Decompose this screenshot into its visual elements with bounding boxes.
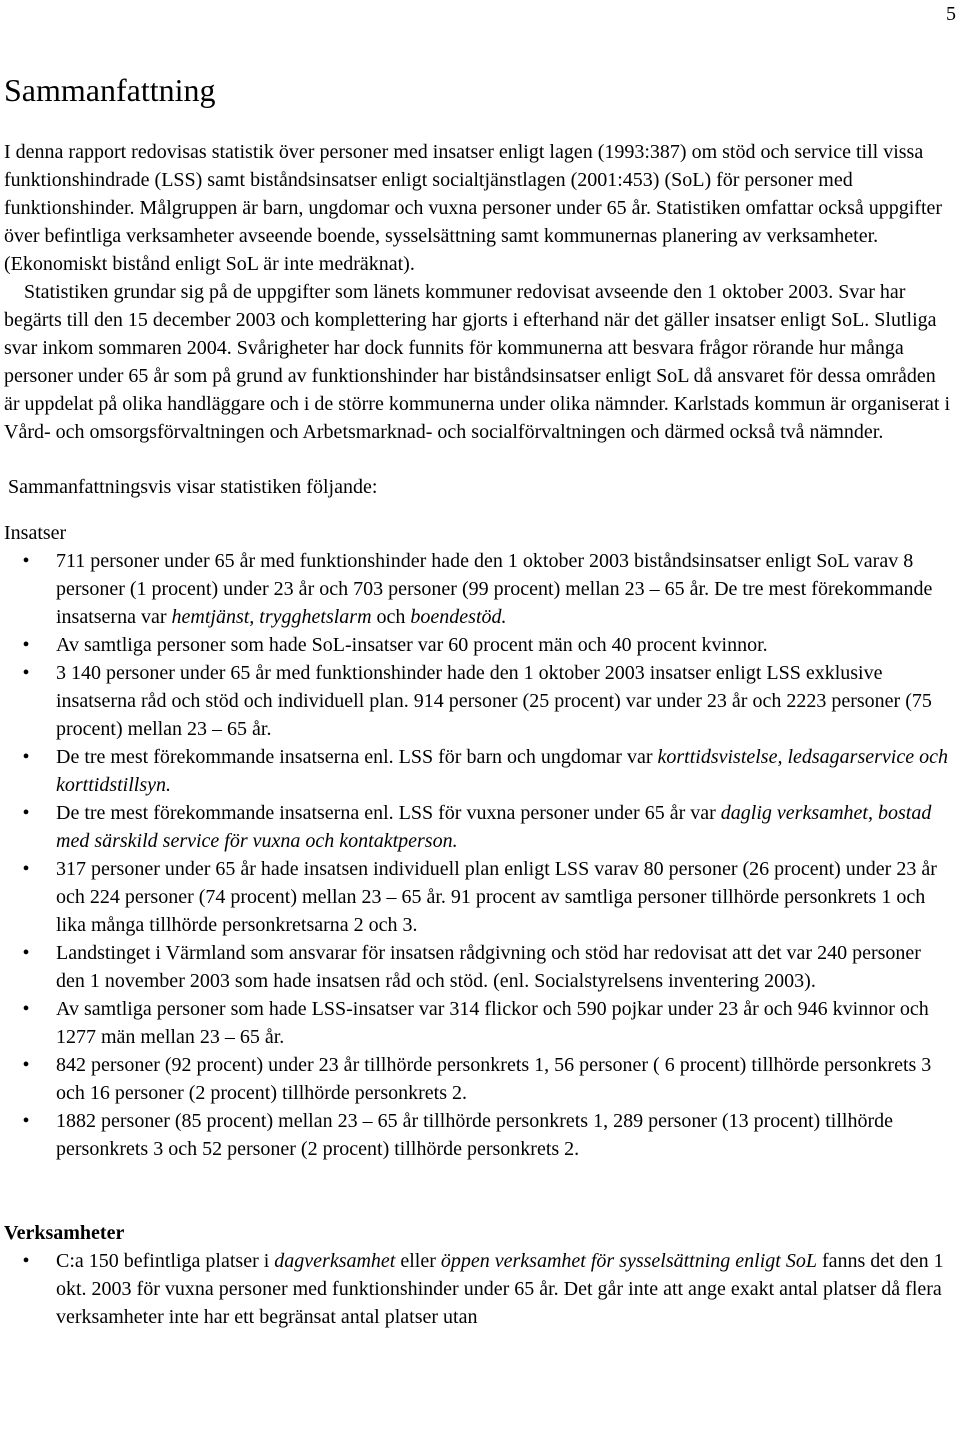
verksamheter-list xyxy=(4,1247,952,1331)
bullet-icon: • xyxy=(22,550,30,572)
bullet-icon: • xyxy=(22,1250,30,1272)
bullet-icon: • xyxy=(22,1110,30,1132)
list-item: • Av samtliga personer som hade SoL-insatser var 60 procent män och 40 procent kvinnor. xyxy=(4,631,952,659)
bullet-icon: • xyxy=(22,634,30,656)
list-item: • 1882 personer (85 procent) mellan 23 – 65 år tillhörde personkrets 1, 289 personer (13 procent) tillhörde personkrets 3 och 52 personer (2 procent) tillhörde personkrets 2. xyxy=(4,1107,952,1163)
list-item: • 842 personer (92 procent) under 23 år tillhörde personkrets 1, 56 personer ( 6 procent) tillhörde personkrets 3 och 16 personer (2 procent) tillhörde personkrets 2. xyxy=(4,1051,952,1107)
insatser-list xyxy=(4,547,952,1163)
section-heading-verksamheter: Verksamheter xyxy=(4,1222,125,1244)
bullet-icon: • xyxy=(22,998,30,1020)
list-item: • Landstinget i Värmland som ansvarar för insatsen rådgivning och stöd har redovisat att det var 240 personer den 1 november 2003 som hade insatsen råd och stöd. (enl. Socialstyrelsens inventering 2003). xyxy=(4,939,952,995)
list-item: • 711 personer under 65 år med funktionshinder hade den 1 oktober 2003 biståndsinsatser enligt SoL varav 8 personer (1 procent) under 23 år och 703 personer (99 procent) mellan 23 – 65 år. De tre mest förekommande insatserna var hemtjänst, trygghetslarm och boendestöd. xyxy=(4,547,952,631)
intro-paragraph: I denna rapport redovisas statistik över personer med insatser enligt lagen (1993:387) om stöd och service till vissa funktionshindrade (LSS) samt biståndsinsatser enligt socialtjänstlagen (2001:453) (SoL) för personer med funktionshinder. Målgruppen är barn, ungdomar och vuxna personer under 65 år. Statistiken omfattar också uppgifter över befintliga verksamheter avseende boende, sysselsättning samt kommunernas planering av verksamheter. (Ekonomiskt bistånd enligt SoL är inte medräknat). xyxy=(4,141,943,275)
page-number: 5 xyxy=(946,3,956,25)
bullet-icon: • xyxy=(22,802,30,824)
bullet-icon: • xyxy=(22,942,30,964)
document-page xyxy=(4,70,952,1331)
list-item: • C:a 150 befintliga platser i dagverksamhet eller öppen verksamhet för sysselsättning enligt SoL fanns det den 1 okt. 2003 för vuxna personer med funktionshinder under 65 år. Det går inte att ange exakt antal platser då flera verksamheter inte har ett begränsat antal platser utan xyxy=(4,1247,952,1331)
list-item: • De tre mest förekommande insatserna enl. LSS för barn och ungdomar var korttidsvistelse, ledsagarservice och korttidstillsyn. xyxy=(4,743,952,799)
second-paragraph: Statistiken grundar sig på de uppgifter som länets kommuner redovisat avseende den 1 oktober 2003. Svar har begärts till den 15 december 2003 och komplettering har gjorts i efterhand när det gäller insatser enligt SoL. Slutliga svar inkom sommaren 2004. Svårigheter har dock funnits för kommunerna att besvara frågor rörande hur många personer under 65 år som på grund av funktionshinder har biståndsinsatser enligt SoL då ansvaret för dessa områden är uppdelat på olika handläggare och i de större kommunerna under olika nämnder. Karlstads kommun är organiserat i Vård- och omsorgsförvaltningen och Arbetsmarknad- och socialförvaltningen och därmed också två nämnder. xyxy=(4,281,950,443)
list-item: • 3 140 personer under 65 år med funktionshinder hade den 1 oktober 2003 insatser enligt LSS exklusive insatserna råd och stöd och individuell plan. 914 personer (25 procent) var under 23 år och 2223 personer (75 procent) mellan 23 – 65 år. xyxy=(4,659,952,743)
summary-lead: Sammanfattningsvis visar statistiken följande: xyxy=(8,476,378,498)
section-heading-insatser: Insatser xyxy=(4,522,67,544)
list-item: • 317 personer under 65 år hade insatsen individuell plan enligt LSS varav 80 personer (26 procent) under 23 år och 224 personer (74 procent) mellan 23 – 65 år. 91 procent av samtliga personer tillhörde personkrets 1 och lika många tillhörde personkretsarna 2 och 3. xyxy=(4,855,952,939)
bullet-icon: • xyxy=(22,662,30,684)
bullet-icon: • xyxy=(22,858,30,880)
list-item: • Av samtliga personer som hade LSS-insatser var 314 flickor och 590 pojkar under 23 år och 946 kvinnor och 1277 män mellan 23 – 65 år. xyxy=(4,995,952,1051)
bullet-icon: • xyxy=(22,746,30,768)
page-title: Sammanfattning xyxy=(4,72,216,108)
list-item: • De tre mest förekommande insatserna enl. LSS för vuxna personer under 65 år var daglig verksamhet, bostad med särskild service för vuxna och kontaktperson. xyxy=(4,799,952,855)
bullet-icon: • xyxy=(22,1054,30,1076)
